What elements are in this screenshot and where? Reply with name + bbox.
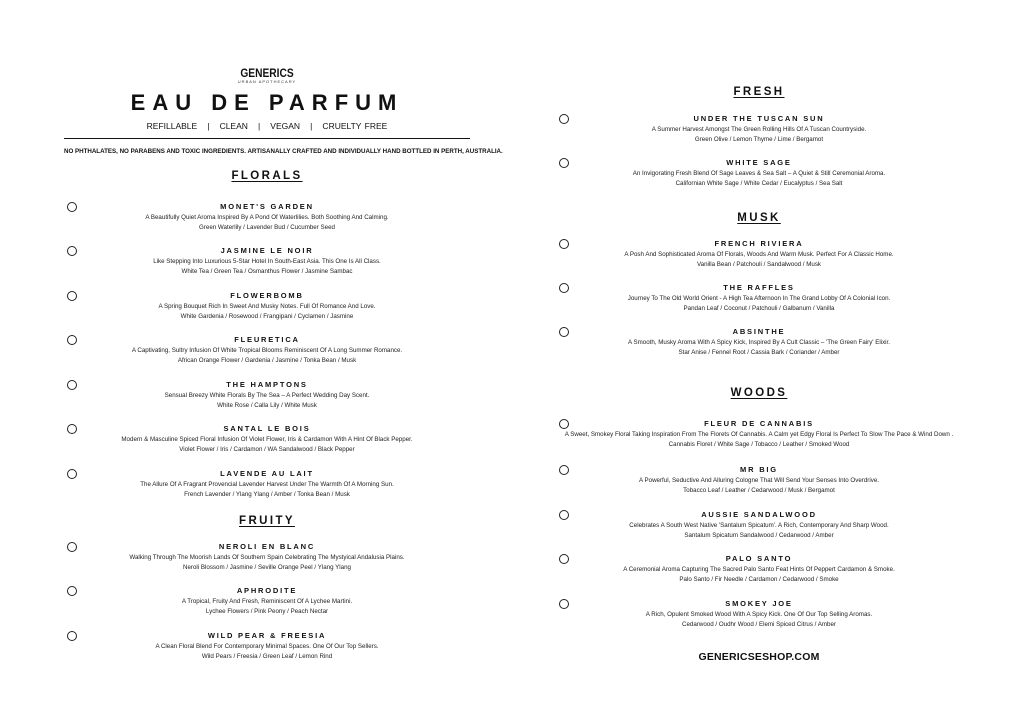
select-radio[interactable] [559,599,569,609]
fragrance-name: APHRODITE [236,586,298,595]
select-radio[interactable] [559,283,569,293]
fragrance-description: Journey To The Old World Orient - A High Tea Afternoon In The Grand Lobby Of A Colonial Icon. [627,295,891,302]
fragrance-item[interactable] [556,419,962,450]
select-radio[interactable] [67,202,77,212]
fragrance-item[interactable] [64,424,470,455]
fragrance-description: Walking Through The Moorish Lands Of Southern Spain Celebrating The Mystyical Andalusia Plains. [129,554,405,561]
fragrance-name: SANTAL LE BOIS [223,424,311,433]
fragrance-description: A Ceremonial Aroma Capturing The Sacred Palo Santo Feat Hints Of Peppert Cardamon & Smoke. [623,566,895,573]
fragrance-description: A Smooth, Musky Aroma With A Spicy Kick, Inspired By A Cult Classic – 'The Green Fairy' Elixir. [628,339,890,346]
select-radio[interactable] [559,510,569,520]
fragrance-item[interactable] [64,380,470,411]
brand-logo [64,66,470,84]
select-radio[interactable] [67,380,77,390]
fragrance-description: Modern & Masculine Spiced Floral Infusion Of Violet Flower, Iris & Cardamon With A Hint Of Black Pepper. [121,436,413,443]
select-radio[interactable] [559,419,569,429]
fragrance-description: The Allure Of A Fragrant Provencial Lavender Harvest Under The Warmth Of A Morning Sun. [140,481,394,488]
fragrance-description: A Spring Bouquet Rich In Sweet And Musky Notes. Full Of Romance And Love. [158,303,376,310]
fragrance-notes: Violet Flower / Iris / Cardamon / WA Sandalwood / Black Pepper [179,446,355,453]
brand-name: GENERICS [240,66,294,80]
select-radio[interactable] [559,114,569,124]
fragrance-item[interactable] [556,239,962,270]
fragrance-item[interactable] [64,542,470,573]
fragrance-item[interactable] [556,327,962,358]
tagline: REFILLABLE | CLEAN | VEGAN | CRUELTY FREE [146,121,388,131]
fragrance-name: FLEUR DE CANNABIS [704,419,814,428]
fragrance-description: A Rich, Opulent Smoked Wood With A Spicy Kick. One Of Our Top Selling Aromas. [645,611,873,618]
fragrance-notes: White Rose / Calla Lily / White Musk [217,402,317,409]
fragrance-notes: Vanilla Bean / Patchouli / Sandalwood / Musk [696,261,822,268]
select-radio[interactable] [67,631,77,641]
fragrance-name: MONET'S GARDEN [220,202,314,211]
fragrance-item[interactable] [64,291,470,322]
fragrance-item[interactable] [556,599,962,630]
divider [64,138,470,139]
fragrance-notes: Tobacco Leaf / Leather / Cedarwood / Musk / Bergamot [683,487,835,494]
select-radio[interactable] [67,246,77,256]
fragrance-notes: Star Anise / Fennel Root / Cassia Bark / Coriander / Amber [678,349,840,356]
fragrance-notes: French Lavender / Ylang Ylang / Amber / Tonka Bean / Musk [184,491,350,498]
section-title-fruity: FRUITY [239,515,295,527]
fragrance-name: NEROLI EN BLANC [218,542,316,551]
select-radio[interactable] [67,469,77,479]
section-title-woods: WOODS [730,387,788,399]
select-radio[interactable] [559,327,569,337]
fragrance-name: WHITE SAGE [726,158,792,167]
fragrance-item[interactable] [556,465,962,496]
section-title-fresh: FRESH [733,86,785,98]
fragrance-item[interactable] [64,586,470,617]
fragrance-name: FRENCH RIVIERA [714,239,804,248]
fragrance-notes: Lychee Flowers / Pink Peony / Peach Nectar [205,608,329,615]
fragrance-notes: Pandan Leaf / Coconut / Patchouli / Galbanum / Vanilla [683,305,835,312]
select-radio[interactable] [67,542,77,552]
fragrance-notes: White Gardenia / Rosewood / Frangipani / Cyclamen / Jasmine [180,313,354,320]
fragrance-item[interactable] [64,202,470,233]
fragrance-name: SMOKEY JOE [725,599,793,608]
fragrance-item[interactable] [556,158,962,189]
website-link[interactable]: GENERICSESHOP.COM [698,651,820,663]
fragrance-notes: White Tea / Green Tea / Osmanthus Flower / Jasmine Sambac [181,268,353,275]
fragrance-notes: Cedarwood / Oudhr Wood / Elemi Spiced Citrus / Amber [682,621,836,628]
select-radio[interactable] [559,239,569,249]
fragrance-item[interactable] [556,114,962,145]
fragrance-notes: Palo Santo / Fir Needle / Cardamon / Cedarwood / Smoke [679,576,839,583]
fragrance-description: Celebrates A South West Native 'Santalum Spicatum'. A Rich, Contemporary And Sharp Wood. [629,522,889,529]
fragrance-name: THE HAMPTONS [226,380,308,389]
fragrance-description: A Beautifully Quiet Aroma Inspired By A Pond Of Waterlilies. Both Soothing And Calming. [145,214,389,221]
fragrance-notes: Green Olive / Lemon Thyme / Lime / Bergamot [694,136,824,143]
fragrance-description: Like Stepping Into Luxurious 5-Star Hotel In South-East Asia. This One Is All Class. [153,258,381,265]
fragrance-notes: Green Waterlily / Lavender Bud / Cucumber Seed [199,224,335,231]
fragrance-notes: Santalum Spicatum Sandalwood / Cedarwood / Amber [684,532,834,539]
fragrance-notes: Wild Pears / Freesia / Green Leaf / Lemon Rind [201,653,333,660]
fragrance-name: WILD PEAR & FREESIA [207,631,327,640]
fragrance-name: UNDER THE TUSCAN SUN [693,114,825,123]
fragrance-name: FLOWERBOMB [230,291,304,300]
select-radio[interactable] [67,586,77,596]
fragrance-name: ABSINTHE [732,327,786,336]
select-radio[interactable] [559,554,569,564]
fragrance-item[interactable] [556,510,962,541]
select-radio[interactable] [67,291,77,301]
fragrance-name: FLEURETICA [234,335,300,344]
fragrance-item[interactable] [64,469,470,500]
select-radio[interactable] [559,158,569,168]
fragrance-description: A Summer Harvest Amongst The Green Rolling Hills Of A Tuscan Countryside. [651,126,867,133]
fragrance-name: THE RAFFLES [723,283,795,292]
fragrance-description: A Captivating, Sultry Infusion Of White Tropical Blooms Reminiscent Of A Long Summer Romance. [131,347,403,354]
fragrance-item[interactable] [64,246,470,277]
fragrance-description: A Sweet, Smokey Floral Taking Inspiration From The Florets Of Cannabis. A Calm yet Edgy Floral Is Perfect To Slow The Pace & Wind Down . [564,431,954,438]
fragrance-notes: Californian White Sage / White Cedar / Eucalyptus / Sea Salt [675,180,843,187]
select-radio[interactable] [559,465,569,475]
fragrance-name: AUSSIE SANDALWOOD [701,510,817,519]
fragrance-notes: Cannabis Floret / White Sage / Tobacco / Leather / Smoked Wood [668,441,850,448]
section-title-florals: FLORALS [231,170,303,182]
select-radio[interactable] [67,424,77,434]
fragrance-item[interactable] [64,631,470,662]
fragrance-name: MR BIG [740,465,778,474]
fragrance-description: A Powerful, Seductive And Alluring Cologne That Will Send Your Senses Into Overdrive. [639,477,879,484]
fragrance-item[interactable] [556,283,962,314]
fragrance-description: A Posh And Sophisticated Aroma Of Florals, Woods And Warm Musk. Perfect For A Classic Home. [624,251,894,258]
ingredients-notice: NO PHTHALATES, NO PARABENS AND TOXIC INGREDIENTS. ARTISANALLY CRAFTED AND INDIVIDUALLY HAND BOTTLED IN PERTH, AUSTRALIA. [64,148,503,155]
section-title-musk: MUSK [737,212,781,224]
fragrance-description: Sensual Breezy White Florals By The Sea – A Perfect Wedding Day Scent. [164,392,370,399]
fragrance-notes: African Orange Flower / Gardenia / Jasmine / Tonka Bean / Musk [177,357,357,364]
select-radio[interactable] [67,335,77,345]
fragrance-description: An Invigorating Fresh Blend Of Sage Leaves & Sea Salt – A Quiet & Still Ceremonial Aroma. [632,170,886,177]
fragrance-item[interactable] [556,554,962,585]
brand-subtitle: URBAN APOTHECARY [237,79,297,84]
fragrance-notes: Neroli Blossom / Jasmine / Seville Orange Peel / Ylang Ylang [183,564,351,571]
fragrance-description: A Tropical, Fruity And Fresh, Reminiscent Of A Lychee Martini. [181,598,353,605]
fragrance-item[interactable] [64,335,470,366]
fragrance-name: LAVENDE AU LAIT [220,469,314,478]
fragrance-name: PALO SANTO [725,554,793,563]
page-title: EAU DE PARFUM [130,90,404,115]
fragrance-name: JASMINE LE NOIR [220,246,314,255]
fragrance-description: A Clean Floral Blend For Contemporary Minimal Spaces. One Of Our Top Sellers. [155,643,379,650]
